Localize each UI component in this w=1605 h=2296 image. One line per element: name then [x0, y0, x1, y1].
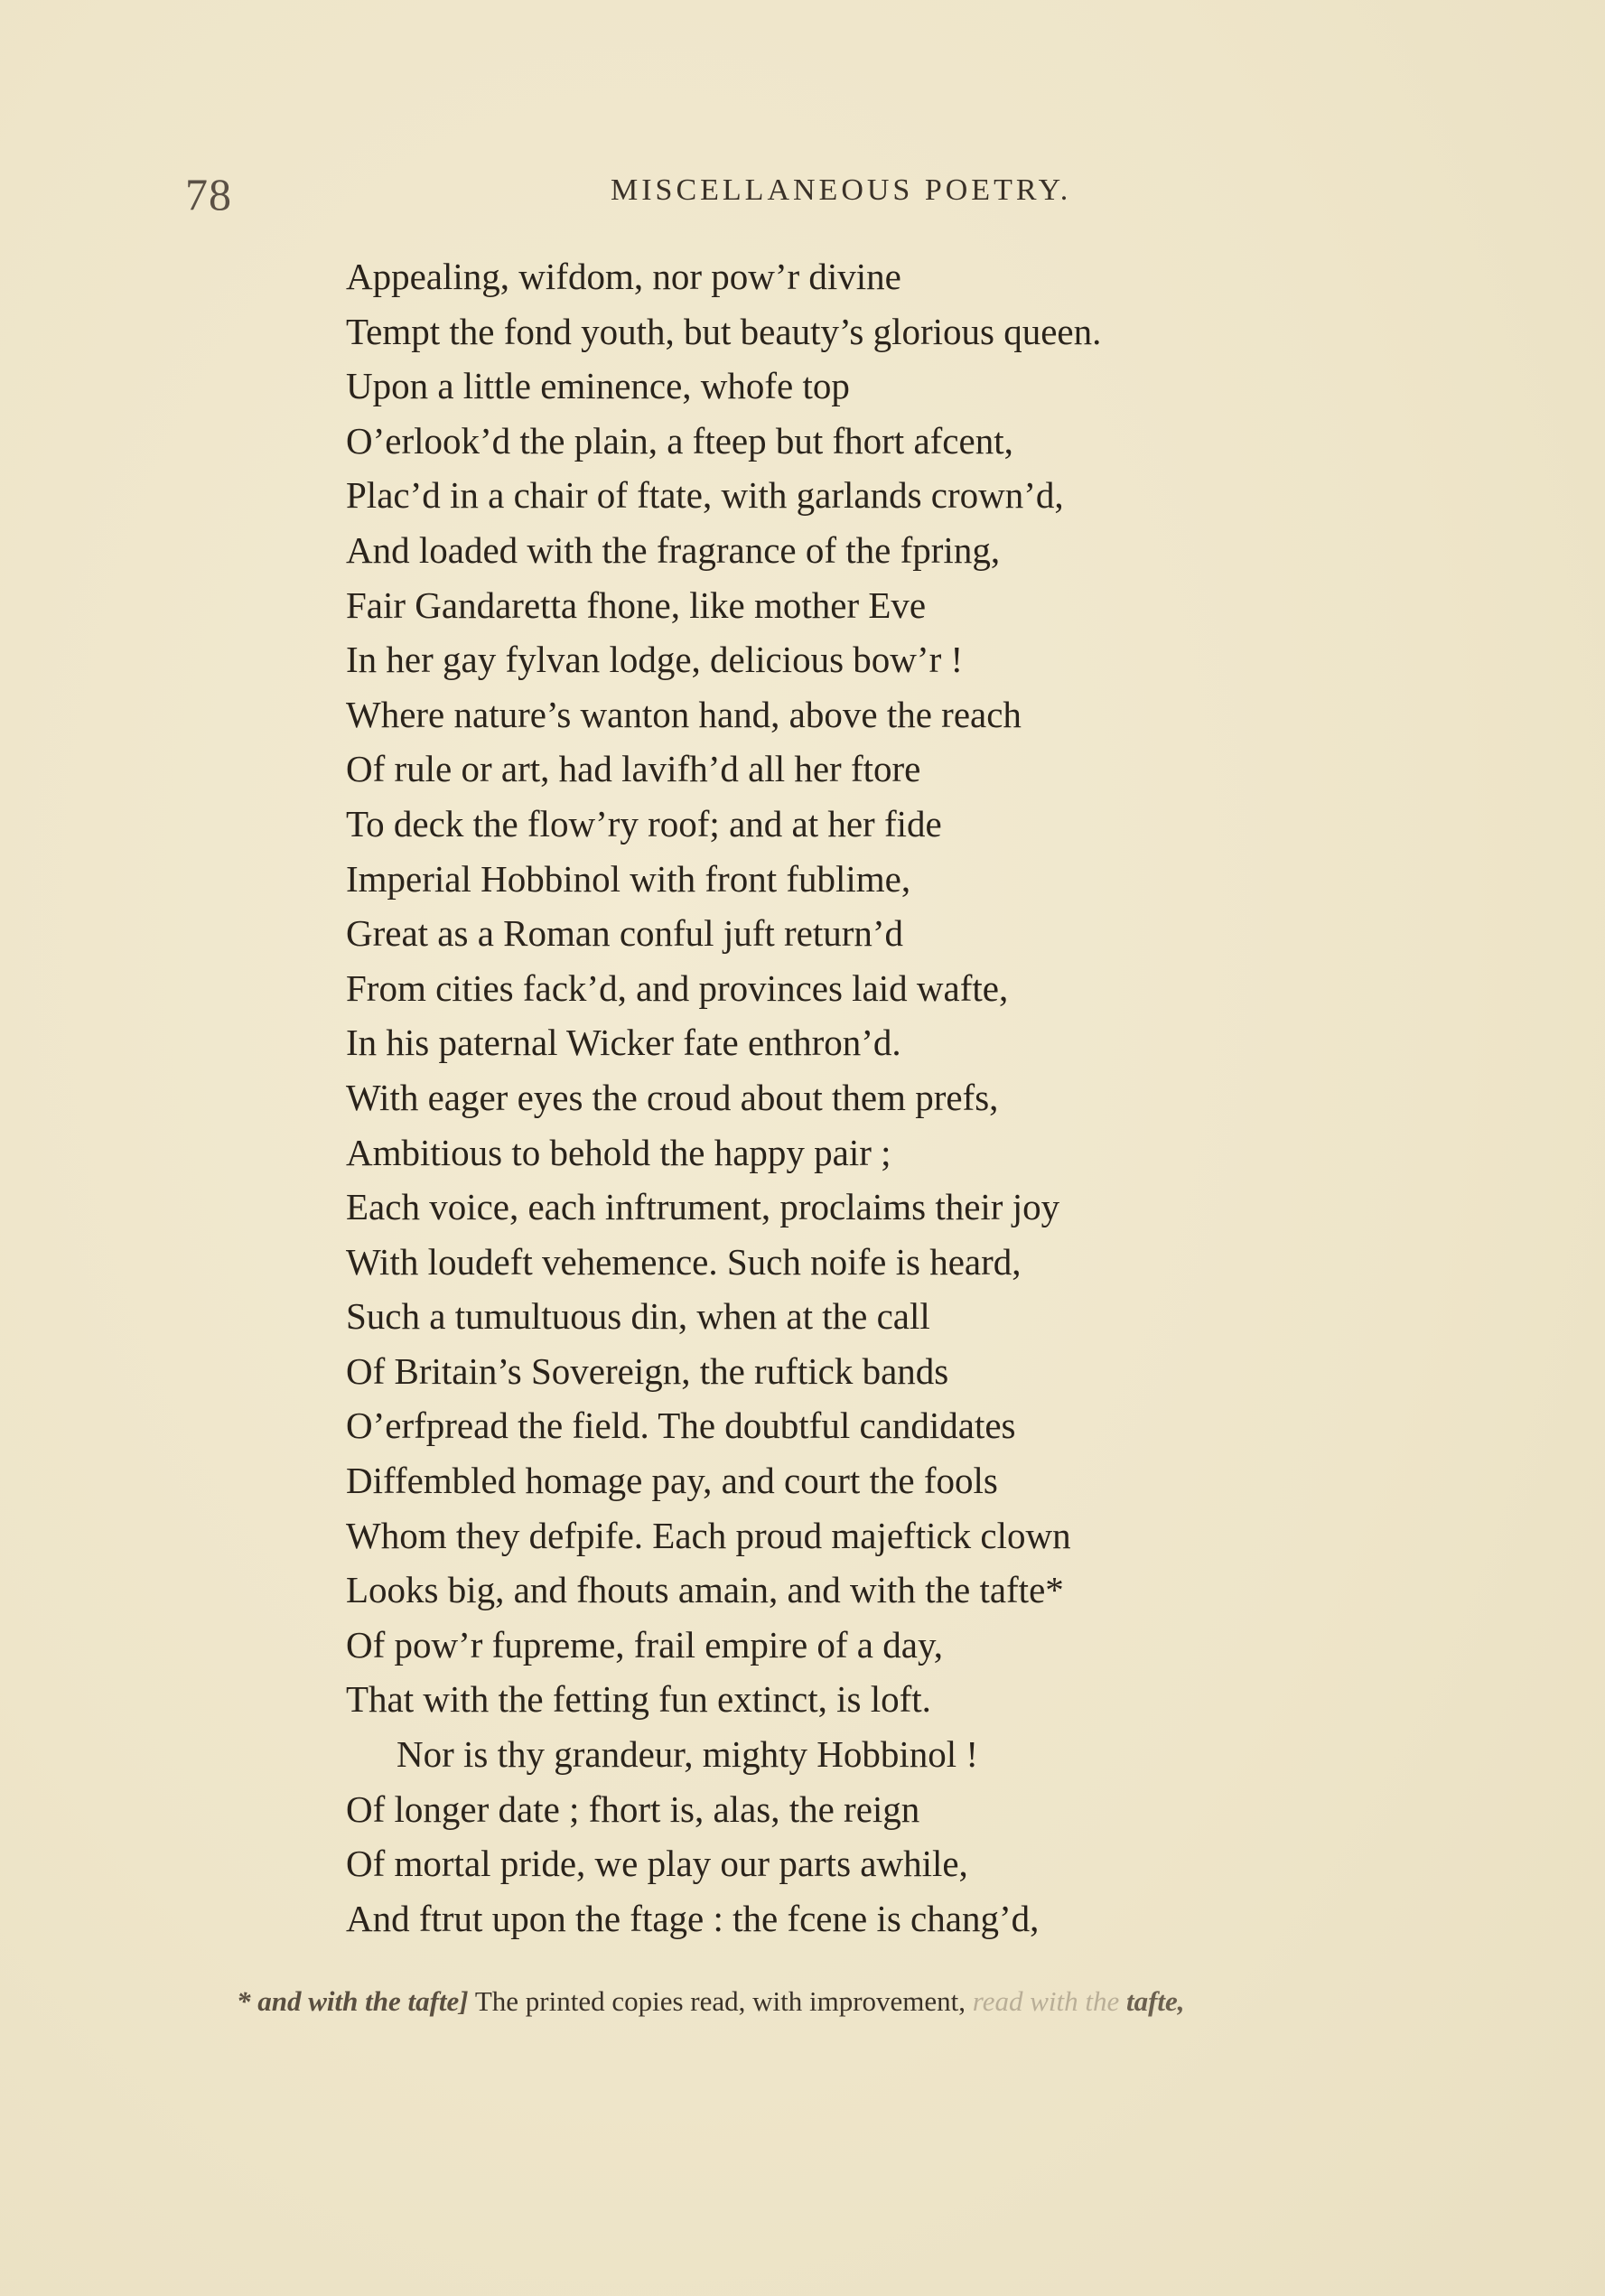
poem-line: Of pow’r fupreme, frail empire of a day,	[346, 1623, 944, 1666]
poem-line: O’erlook’d the plain, a fteep but fhort afcent,	[346, 419, 1013, 462]
poem-line: Looks big, and fhouts amain, and with the tafte*	[346, 1569, 1064, 1611]
poem-line: In his paternal Wicker fate enthron’d.	[346, 1022, 901, 1064]
footnote-ending: tafte,	[1126, 1985, 1185, 2017]
running-title: MISCELLANEOUS POETRY.	[611, 173, 1072, 207]
poem-line: To deck the flow’ry roof; and at her fide	[346, 802, 942, 845]
poem-line: Such a tumultuous din, when at the call	[346, 1295, 930, 1338]
poem-line: Each voice, each inftrument, proclaims their joy	[346, 1186, 1060, 1228]
poem-line: Tempt the fond youth, but beauty’s glorious queen.	[346, 310, 1102, 352]
footnote-marker: *	[237, 1985, 251, 2017]
poem-line: Great as a Roman conful juft return’d	[346, 912, 904, 955]
page-number: 78	[185, 169, 232, 219]
poem-line: Imperial Hobbinol with front fublime,	[346, 857, 911, 900]
poem-line: O’erfpread the field. The doubtful candidates	[346, 1405, 1016, 1447]
poem-text	[346, 249, 1412, 1946]
poem-line: With eager eyes the croud about them prefs,	[346, 1076, 999, 1118]
footnote-faded-text: read with the	[972, 1985, 1120, 2017]
poem-line: Appealing, wifdom, nor pow’r divine	[346, 256, 901, 297]
poem-line: That with the fetting fun extinct, is loft.	[346, 1678, 931, 1721]
poem-line: Where nature’s wanton hand, above the reach	[346, 693, 1022, 735]
poem-line: Of mortal pride, we play our parts awhile,	[346, 1843, 968, 1885]
poem-line: Ambitious to behold the happy pair ;	[346, 1131, 891, 1173]
poem-line: Nor is thy grandeur, mighty Hobbinol !	[397, 1733, 979, 1776]
poem-line: In her gay fylvan lodge, delicious bow’r !	[346, 639, 964, 681]
poem-line: Fair Gandaretta fhone, like mother Eve	[346, 583, 927, 626]
poem-line: Diffembled homage pay, and court the fools	[346, 1460, 998, 1502]
poem-line: And loaded with the fragrance of the fpring,	[346, 528, 1001, 571]
poem-line: Plac’d in a chair of ftate, with garlands crown’d,	[346, 474, 1064, 517]
poem-line: Whom they defpife. Each proud majeftick clown	[346, 1514, 1071, 1556]
footnote-text: The printed copies read, with improvement,	[474, 1985, 966, 2017]
poem-line: With loudeft vehemence. Such noife is heard,	[346, 1240, 1022, 1283]
poem-line: Of Britain’s Sovereign, the ruftick bands	[346, 1349, 949, 1392]
poem-line: And ftrut upon the ftage : the fcene is chang’d,	[346, 1897, 1040, 1939]
footnote-reference: and with the tafte]	[257, 1985, 469, 2017]
poem-line: Of rule or art, had lavifh’d all her ftore	[346, 748, 921, 790]
poem-line: Upon a little eminence, whofe top	[346, 365, 850, 407]
footnote	[237, 1985, 1519, 2018]
poem-line: Of longer date ; fhort is, alas, the reign	[346, 1787, 920, 1830]
poem-line: From cities fack’d, and provinces laid wafte,	[346, 966, 1009, 1009]
